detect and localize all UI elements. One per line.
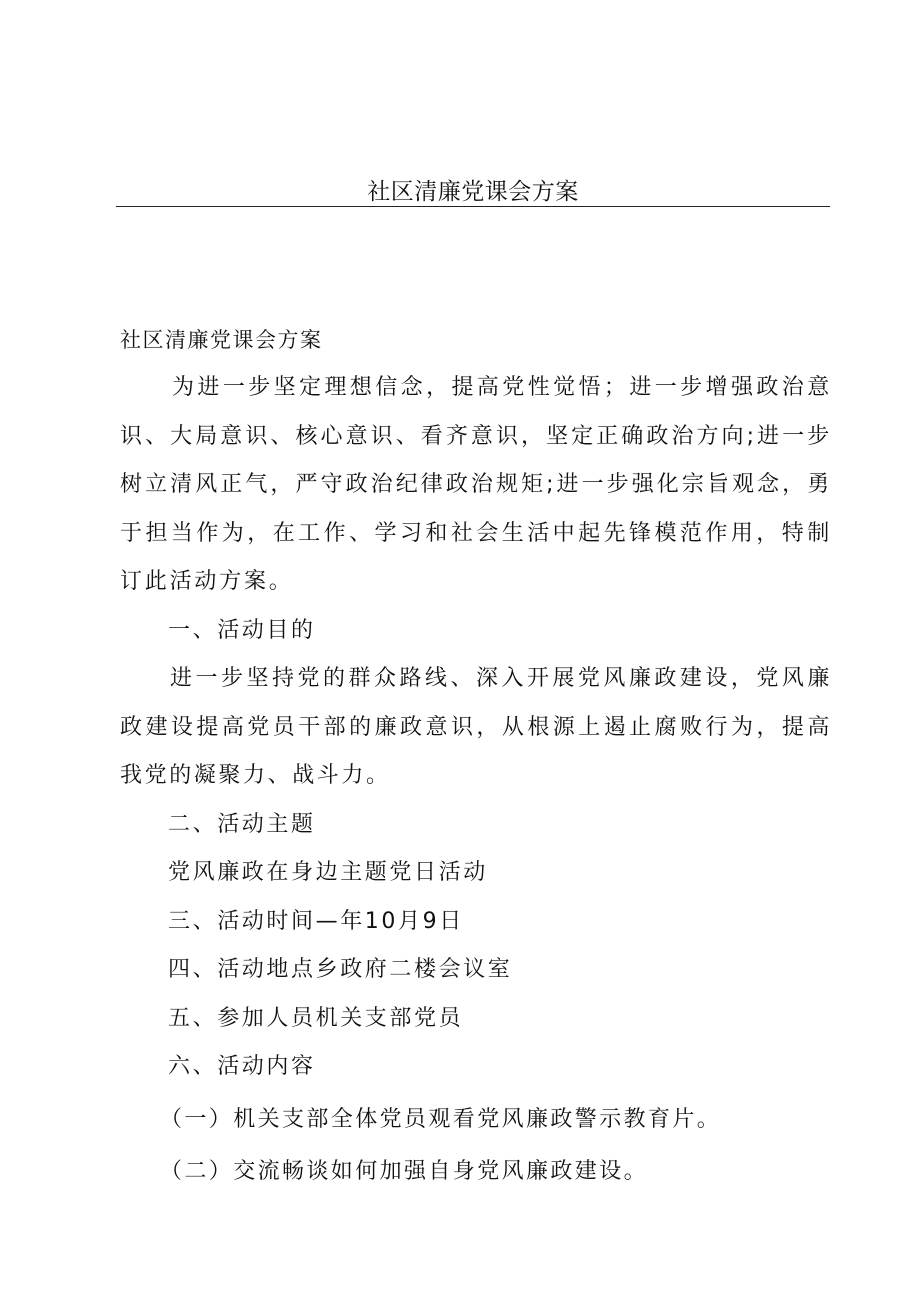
- section-body-theme: 党风廉政在身边主题党日活动: [168, 860, 488, 885]
- section-time: 三、活动时间—年10月9日: [168, 908, 464, 934]
- page-header: [116, 170, 830, 207]
- section-body-purpose: 进一步坚持党的群众路线、深入开展党风廉政建设，党风廉政建设提高党员干部的廉政意识，从根源上遏止腐败行为，提高我党的凝聚力、战斗力。: [120, 666, 832, 788]
- content-item-1: （一）机关支部全体党员观看党风廉政警示教育片。: [160, 1106, 722, 1132]
- content-item-2: （二）交流畅谈如何加强自身党风廉政建设。: [160, 1159, 649, 1184]
- section-heading-purpose: 一、活动目的: [168, 617, 316, 643]
- document-title: 社区清廉党课会方案: [120, 328, 323, 352]
- section-location: 四、活动地点乡政府二楼会议室: [168, 957, 513, 982]
- header-title: 社区清廉党课会方案: [367, 179, 579, 205]
- section-participants: 五、参加人员机关支部党员: [168, 1005, 464, 1031]
- section-heading-theme: 二、活动主题: [168, 811, 316, 837]
- section-heading-content: 六、活动内容: [168, 1054, 316, 1079]
- document-body: [120, 316, 832, 1197]
- intro-paragraph: 为进一步坚定理想信念，提高党性觉悟；进一步增强政治意识、大局意识、核心意识、看齐意识，坚定正确政治方向;进一步树立清风正气，严守政治纪律政治规矩;进一步强化宗旨观念，勇于担当作为，在工作、学习和社会生活中起先锋模范作用，特制订此活动方案。: [120, 375, 832, 594]
